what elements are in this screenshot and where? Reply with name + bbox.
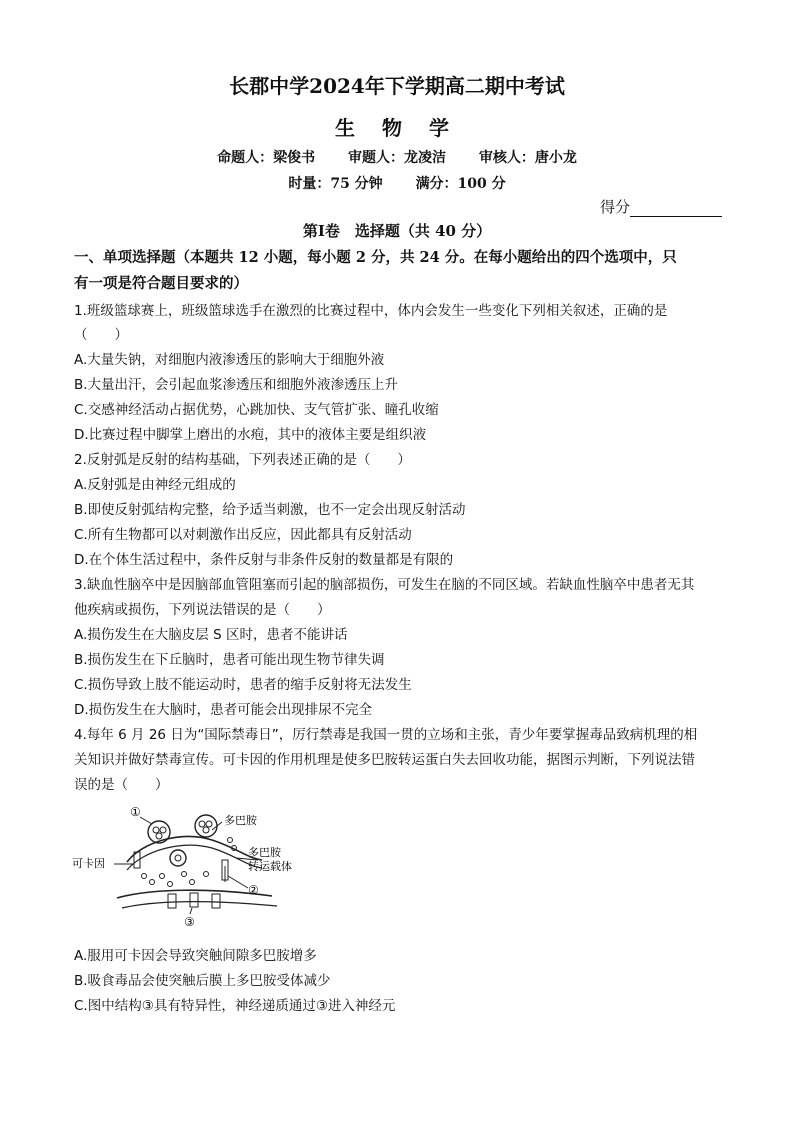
- exam-time: 时量：75 分钟: [288, 176, 383, 192]
- question-stem: 误的是（ ）: [74, 777, 169, 793]
- option-a: A.损伤发生在大脑皮层 S 区时，患者不能讲话: [74, 627, 348, 643]
- full-score: 满分：100 分: [415, 176, 506, 192]
- vesicle: [195, 815, 217, 837]
- leader-line: [190, 908, 192, 914]
- dopamine-molecule: [204, 872, 209, 877]
- option-d: D.比赛过程中脚掌上磨出的水疱，其中的液体主要是组织液: [74, 427, 427, 443]
- part-heading: 有一项是符合题目要求的）: [74, 275, 248, 292]
- question-stem: （ ）: [74, 327, 128, 343]
- vesicle-dot: [206, 821, 212, 827]
- option-c: C.图中结构③具有特异性，神经递质通过③进入神经元: [74, 998, 396, 1014]
- leader-line: [228, 876, 248, 888]
- dopamine-label: 多巴胺: [224, 814, 257, 827]
- setter: 命题人：梁俊书: [217, 150, 316, 166]
- receptor: [212, 894, 220, 908]
- option-b: B.大量出汗，会引起血浆渗透压和细胞外液渗透压上升: [74, 377, 399, 393]
- question-stem: 1.班级篮球赛上，班级篮球选手在激烈的比赛过程中，体内会发生一些变化下列相关叙述，正确的是: [74, 303, 668, 319]
- transporter-label-1: 多巴胺: [248, 846, 281, 859]
- dopamine-molecule: [182, 872, 187, 877]
- question-stem: 他疾病或损伤，下列说法错误的是（ ）: [74, 602, 331, 618]
- dopamine-molecule: [190, 880, 195, 885]
- dopamine-molecule: [160, 874, 165, 879]
- question-stem: 关知识并做好禁毒宣传。可卡因的作用机理是使多巴胺转运蛋白失去回收功能，据图示判断，下列说法错: [74, 752, 695, 768]
- presynaptic-membrane-inner: [127, 845, 262, 870]
- option-a: A.服用可卡因会导致突触间隙多巴胺增多: [74, 948, 317, 964]
- subject-title: 生 物 学: [335, 116, 459, 140]
- option-c: C.所有生物都可以对刺激作出反应，因此都具有反射活动: [74, 527, 412, 543]
- option-c: C.损伤导致上肢不能运动时，患者的缩手反射将无法发生: [74, 677, 412, 693]
- vesicle-dot: [153, 827, 159, 833]
- vesicle: [148, 821, 170, 843]
- score-label: 得分: [599, 198, 630, 216]
- vesicle-dot: [199, 821, 205, 827]
- synapse-figure: [72, 800, 312, 932]
- option-b: B.即使反射弧结构完整，给予适当刺激，也不一定会出现反射活动: [74, 502, 466, 518]
- dopamine-molecule: [168, 882, 173, 887]
- question-stem: 2.反射弧是反射的结构基础，下列表述正确的是（ ）: [74, 452, 411, 468]
- section-title: 第Ⅰ卷 选择题（共 40 分）: [302, 222, 492, 240]
- score-field[interactable]: [600, 196, 722, 217]
- receptor: [190, 893, 198, 907]
- label-2: ②: [248, 883, 259, 897]
- leader-line: [140, 817, 152, 824]
- option-b: B.损伤发生在下丘脑时，患者可能出现生物节律失调: [74, 652, 385, 668]
- label-3: ③: [184, 915, 195, 929]
- score-blank[interactable]: [630, 202, 722, 217]
- option-c: C.交感神经活动占据优势，心跳加快、支气管扩张、瞳孔收缩: [74, 402, 439, 418]
- part-heading: 一、单项选择题（本题共 12 小题，每小题 2 分，共 24 分。在每小题给出的四个选项中，只: [74, 249, 677, 266]
- dopamine-molecule: [228, 838, 233, 843]
- receptor: [168, 894, 176, 908]
- vesicle-dot: [160, 827, 166, 833]
- option-d: D.在个体生活过程中，条件反射与非条件反射的数量都是有限的: [74, 552, 454, 568]
- exam-title: 长郡中学2024年下学期高二期中考试: [229, 74, 565, 98]
- option-b: B.吸食毒品会使突触后膜上多巴胺受体减少: [74, 973, 331, 989]
- question-stem: 3.缺血性脑卒中是因脑部血管阻塞而引起的脑部损伤，可发生在脑的不同区域。若缺血性脑卒中患者无其: [74, 577, 695, 593]
- reviewer: 审题人：龙凌洁: [348, 150, 446, 166]
- vesicle-dot: [203, 827, 209, 833]
- question-stem: 4.每年 6 月 26 日为“国际禁毒日”，厉行禁毒是我国一贯的立场和主张，青少年要掌握毒品致病机理的相: [74, 727, 698, 743]
- option-d: D.损伤发生在大脑时，患者可能会出现排尿不完全: [74, 702, 373, 718]
- dopamine-molecule: [150, 880, 155, 885]
- dopamine-molecule: [142, 874, 147, 879]
- cocaine-label: 可卡因: [72, 857, 105, 870]
- checker: 审核人：唐小龙: [478, 150, 577, 166]
- vesicle-dot: [156, 833, 162, 839]
- postsynaptic-membrane-inner: [122, 902, 277, 908]
- fusing-vesicle: [170, 850, 186, 866]
- author-line: [0, 147, 794, 167]
- transporter-label-2: 转运载体: [248, 860, 292, 873]
- exam-info-line: [0, 173, 794, 193]
- option-a: A.反射弧是由神经元组成的: [74, 477, 236, 493]
- vesicle-dot: [175, 855, 181, 861]
- label-1: ①: [130, 805, 141, 819]
- option-a: A.大量失钠，对细胞内液渗透压的影响大于细胞外液: [74, 352, 385, 368]
